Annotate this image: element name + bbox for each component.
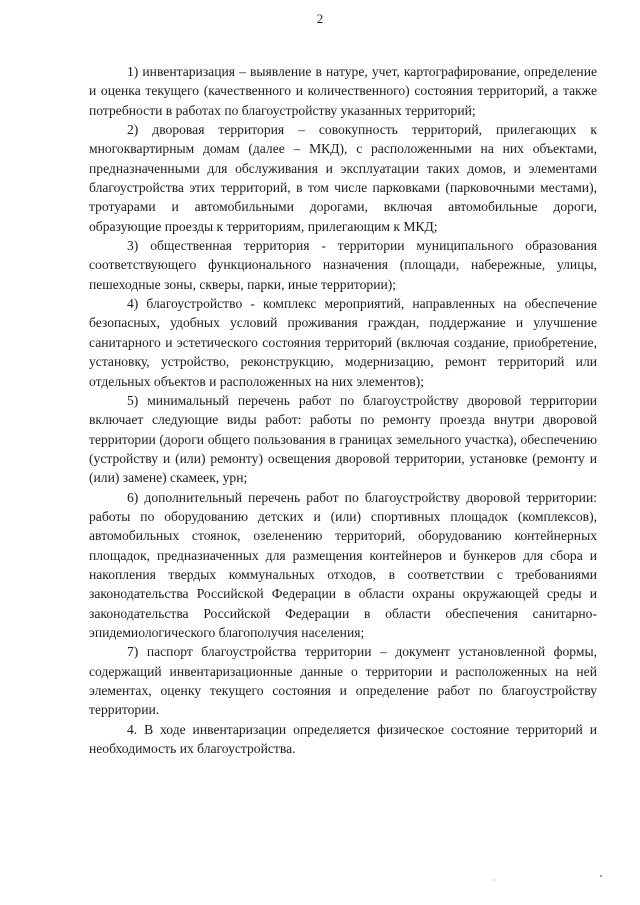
definition-territory-passport: 7) паспорт благоустройства территории – документ установленной формы, содержащий инвентаризационные данные о территории и расположенных на ней элементах, оценку текущего состояния и определение работ по благоустройству территории. <box>89 644 597 718</box>
page-number: 2 <box>316 11 324 26</box>
definition-public-territory: 3) общественная территория - территории муниципального образования соответствующего функционального назначения (площади, набережные, улицы, пешеходные зоны, скверы, парки, иные территории); <box>89 238 597 292</box>
definition-minimum-works-list: 5) минимальный перечень работ по благоустройству дворовой территории включает следующие виды работ: работы по ремонту проезда внутри дворовой территории (дороги общего пользования в границах земельного участка), обеспечению (устройству и (или) ремонту) освещения дворовой территории, установке (ремонту и (или) замене) скамеек, урн; <box>89 392 597 486</box>
definition-yard-territory: 2) дворовая территория – совокупность территорий, прилегающих к многоквартирным домам (далее – МКД), с расположенными на них объектами, предназначенными для обслуживания и эксплуатации таких домов, и элементами благоустройства этих территорий, в том числе парковками (парковочными местами), тротуарами и автомобильными дорогами, включая автомобильные дороги, образующие проезды к территориям, прилегающим к МКД; <box>89 122 597 234</box>
definition-improvement: 4) благоустройство - комплекс мероприятий, направленных на обеспечение безопасных, удобных условий проживания граждан, поддержание и улучшение санитарного и эстетического состояния территорий (включая создание, приобретение, установку, устройство, реконструкцию, модернизацию, ремонт территорий или отдельных объектов и расположенных на них элементов); <box>89 296 597 389</box>
definition-inventory: 1) инвентаризация – выявление в натуре, учет, картографирование, определение и оценка текущего (качественного и количественного) состояния территорий, а также потребности в работах по благоустройству указанных территорий; <box>89 64 597 118</box>
definition-additional-works-list: 6) дополнительный перечень работ по благоустройству дворовой территории: работы по оборудованию детских и (или) спортивных площадок (комплексов), автомобильных стоянок, озеленению территорий, оборудованию контейнерных площадок, предназначенных для размещения контейнеров и бункеров для сбора и накопления твердых коммунальных отходов, в соответствии с требованиями законодательства Российской Федерации в области охраны окружающей среды и законодательства Российской Федерации в области обеспечения санитарно-эпидемиологического благополучия населения; <box>89 489 597 640</box>
clause-inventory-outcome: 4. В ходе инвентаризации определяется физическое состояние территорий и необходимость их благоустройства. <box>89 721 597 757</box>
